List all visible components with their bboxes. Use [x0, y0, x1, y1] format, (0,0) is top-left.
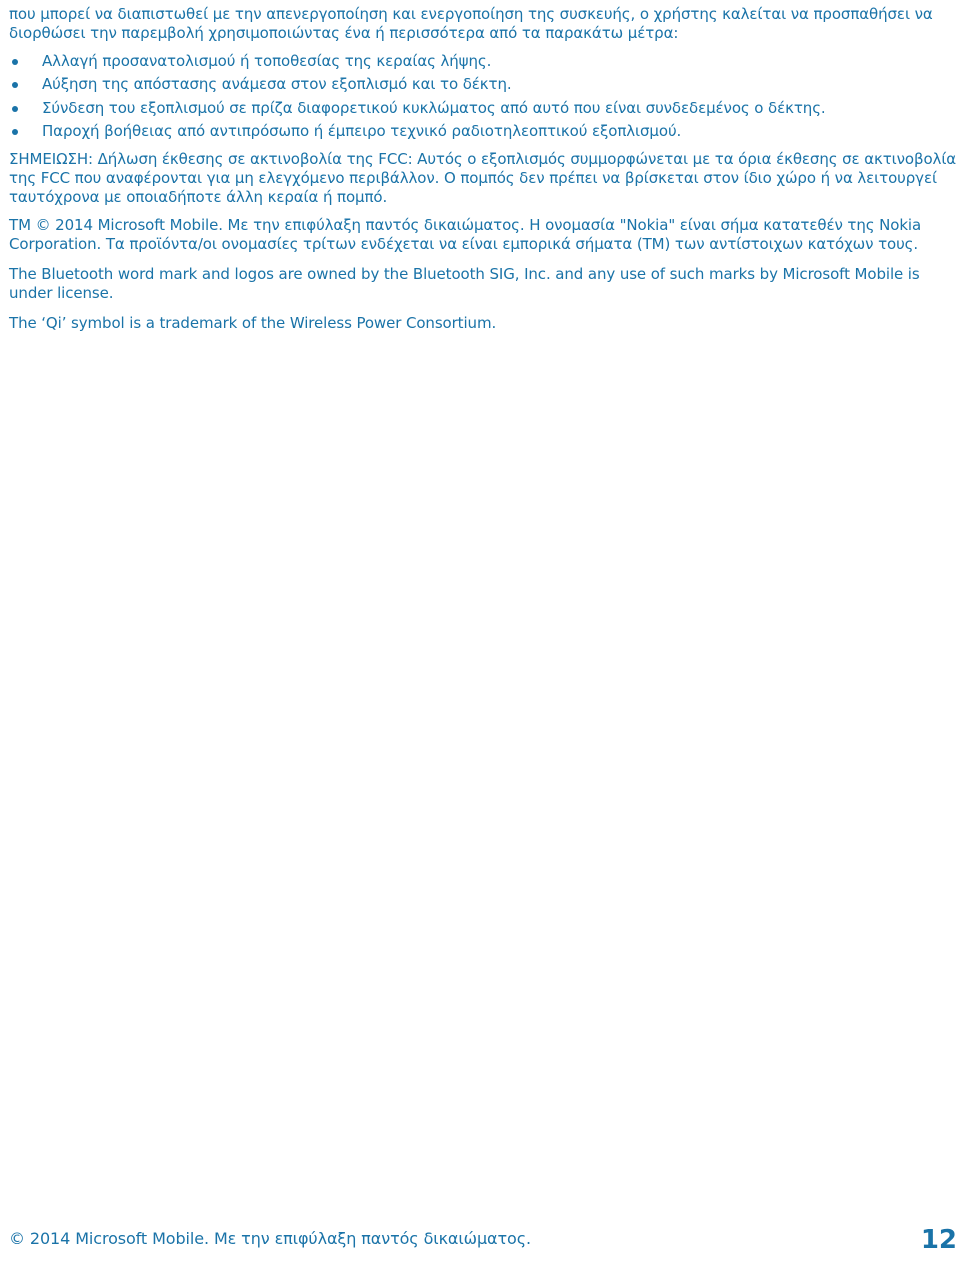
list-item: [9, 120, 957, 143]
list-item-text: Παροχή βοήθειας από αντιπρόσωπο ή έμπειρο τεχνικό ραδιοτηλεοπτικού εξοπλισμού.: [42, 121, 682, 140]
qi-paragraph: The ‘Qi’ symbol is a trademark of the Wireless Power Consortium.: [9, 314, 497, 333]
bullet-icon: [12, 82, 18, 88]
intro-paragraph: που μπορεί να διαπιστωθεί με την απενεργοποίηση και ενεργοποίηση της συσκευής, ο χρήστης καλείται να προσπαθήσει να διορθώσει την παρεμβολή χρησιμοποιώντας ένα ή περισσότερα από τα παρακάτω μέτρα:: [9, 5, 933, 42]
list-item: [9, 73, 957, 96]
trademark-paragraph: TM © 2014 Microsoft Mobile. Με την επιφύλαξη παντός δικαιώματος. Η ονομασία "Nokia" είναι σήμα κατατεθέν της Nokia Corporation. Τα προϊόντα/οι ονομασίες τρίτων ενδέχεται να είναι εμπορικά σήματα (TM) των αντίστοιχων κατόχων τους.: [9, 216, 922, 254]
bluetooth-paragraph: The Bluetooth word mark and logos are owned by the Bluetooth SIG, Inc. and any use of such marks by Microsoft Mobile is under license.: [9, 265, 920, 303]
footer-copyright: © 2014 Microsoft Mobile. Με την επιφύλαξη παντός δικαιώματος.: [9, 1229, 531, 1248]
list-item-text: Αλλαγή προσανατολισμού ή τοποθεσίας της κεραίας λήψης.: [42, 52, 492, 70]
list-item: [9, 50, 957, 73]
list-item-text: Αύξηση της απόστασης ανάμεσα στον εξοπλισμό και το δέκτη.: [42, 75, 512, 94]
bullet-icon: [12, 106, 18, 112]
document-body: [9, 5, 957, 333]
bullet-icon: [12, 129, 18, 135]
list-item-text: Σύνδεση του εξοπλισμού σε πρίζα διαφορετικού κυκλώματος από αυτό που είναι συνδεδεμένος ο δέκτης.: [42, 98, 826, 117]
list-item: [9, 97, 957, 120]
page-number: 12: [920, 1225, 957, 1255]
bullet-icon: [12, 59, 18, 65]
interference-measures-list: [9, 50, 957, 143]
fcc-note-paragraph: ΣΗΜΕΙΩΣΗ: Δήλωση έκθεσης σε ακτινοβολία της FCC: Αυτός ο εξοπλισμός συμμορφώνεται με τα όρια έκθεσης σε ακτινοβολία της FCC που αναφέρονται για μη ελεγχόμενο περιβάλλον. Ο πομπός δεν πρέπει να βρίσκεται στον ίδιο χώρο ή να λειτουργεί ταυτόχρονα με οποιαδήποτε άλλη κεραία ή πομπό.: [9, 150, 957, 207]
